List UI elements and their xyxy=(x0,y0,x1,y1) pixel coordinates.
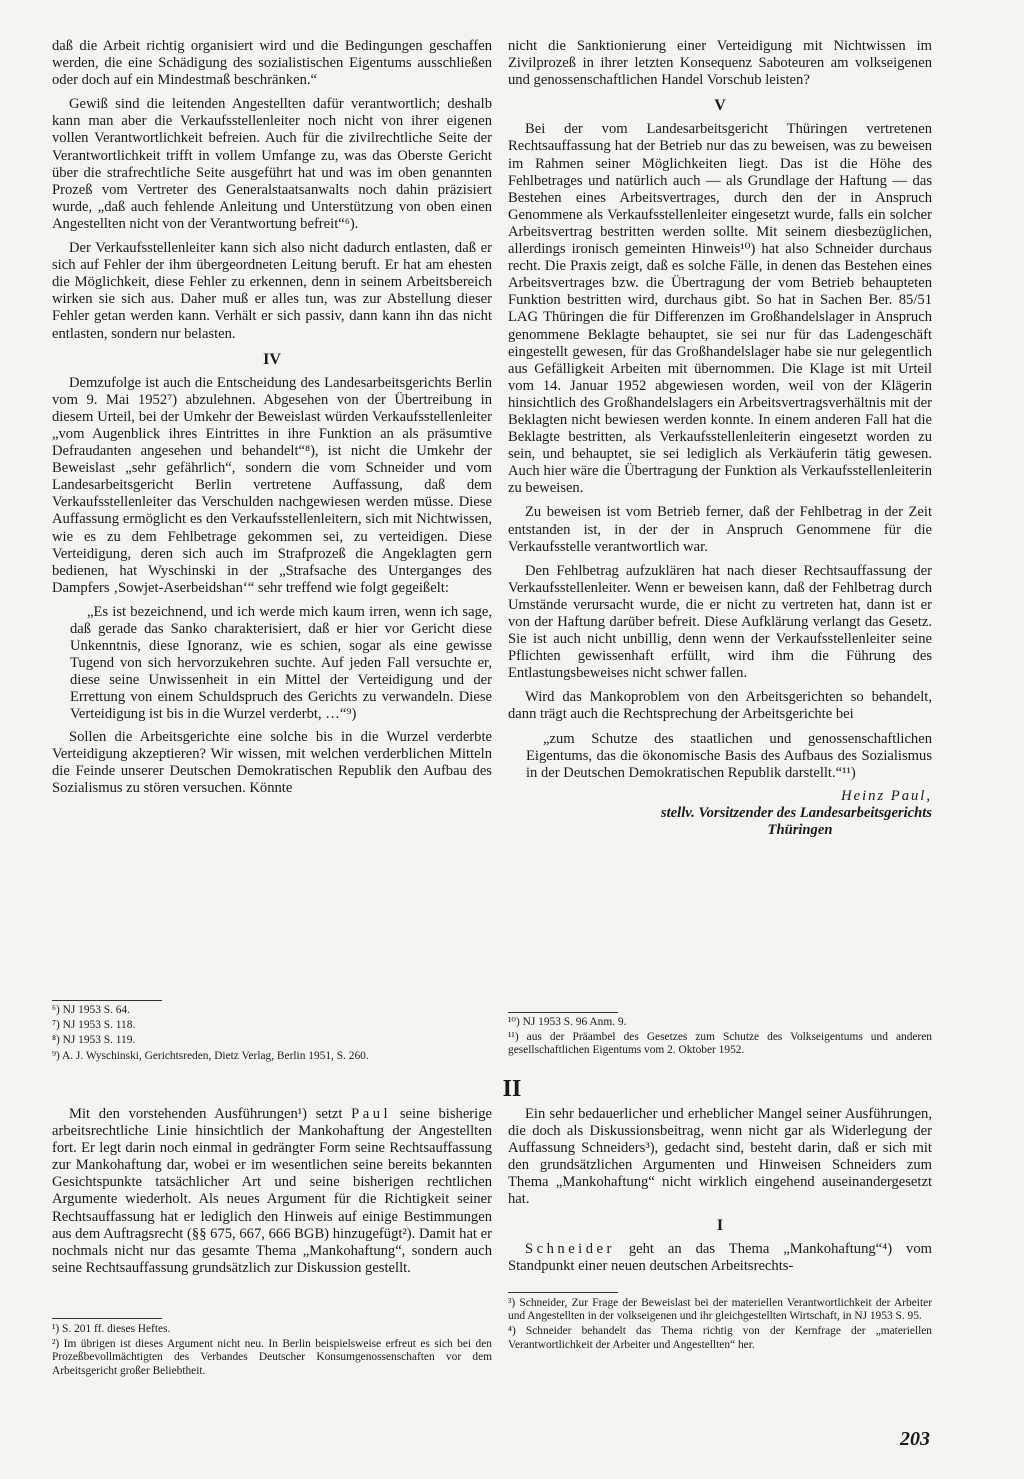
paragraph: Der Verkaufsstellenleiter kann sich also nicht dadurch entlasten, daß er sich auf Fehler der ihm übergeordneten Leitung beruft. Er hat am ehesten die Möglichkeit, diese Fehler zu erkennen, denn in seinem Arbeitsbereich wirken sie sich aus. Daher muß er alles tun, was zur Abstellung dieser Fehler getan werden kann. Verhält er sich passiv, dann kann ihn das nicht entlasten, sondern nur belasten. xyxy=(52,240,492,342)
author-name: Schneider xyxy=(525,1240,615,1257)
footnote-rule xyxy=(508,1292,618,1293)
top-left-footnotes xyxy=(52,1004,492,1065)
author-name: Paul xyxy=(351,1106,392,1122)
block-quote: „zum Schutze des staatlichen und genossenschaftlichen Eigentums, das die ökonomische Basis des Aufbaus des Sozialismus in der Deutschen Demokratischen Republik darstellt.“¹¹) xyxy=(526,730,932,781)
paragraph: nicht die Sanktionierung einer Verteidigung mit Nichtwissen im Zivilprozeß in ihrer letzten Konsequenz Saboteuren am volkseigenen und genossenschaftlichen Handel Vorschub leisten? xyxy=(508,38,932,89)
footnote: ²) Im übrigen ist dieses Argument nicht neu. In Berlin beispielsweise erfreut es sich bei den Prozeßbevollmächtigten des Verbandes Deutscher Konsumgenossenschaften vor dem Arbeitsgericht großer Beliebtheit. xyxy=(52,1338,492,1377)
paragraph: Zu beweisen ist vom Betrieb ferner, daß der Fehlbetrag in der Zeit entstanden ist, in der der in Anspruch Genommene für die Verkaufsstelle verantwortlich war. xyxy=(508,504,932,555)
paragraph xyxy=(508,1241,932,1275)
footnote-rule xyxy=(508,1012,618,1013)
page-number: 203 xyxy=(900,1428,930,1450)
section-heading-iv: IV xyxy=(263,350,281,368)
top-left-column xyxy=(52,38,492,804)
bottom-left-footnotes xyxy=(52,1323,492,1380)
footnote: ³) Schneider, Zur Frage der Beweislast bei der materiellen Verantwortlichkeit der Arbeiter und Angestellten in der volkseigenen und ihr gleichgestellten Wirtschaft, in NJ 1953 S. 95. xyxy=(508,1297,932,1323)
paragraph: Wird das Mankoproblem von den Arbeitsgerichten so behandelt, dann trägt auch die Rechtsprechung der Arbeitsgerichte bei xyxy=(508,689,932,723)
author-name: Heinz Paul, xyxy=(841,787,932,804)
top-right-column xyxy=(508,38,932,839)
paragraph: Gewiß sind die leitenden Angestellten dafür verantwortlich; deshalb kann man aber die Verkaufsstellenleiter noch nicht von ihrer eigenen vollen Verantwortlichkeit befreien. Auch für die zivilrechtliche Seite der Verantwortlichkeit trifft in vollem Umfange zu, was das Oberste Gericht über die strafrechtliche Seite ausgeführt hat und was im oben genannten Prozeß vom Vertreter des Generalstaatsanwalts noch dahin präzisiert wurde, „daß auch fehlende Anleitung und Unterstützung von oben einen Angestellten nicht von der Verantwortung befreit“⁶). xyxy=(52,96,492,232)
block-quote: „Es ist bezeichnend, und ich werde mich kaum irren, wenn ich sage, daß gerade das Sanko charakterisiert, daß er hier vor Gericht diese Unkenntnis, diese Ignoranz, wie es schien, sogar als eine gewisse Tugend von sich hervorzukehren suchte. Auf jeden Fall versuchte er, diese seine Unwissenheit in ein Mittel der Verteidigung und der Errettung von einem Schuldspruch des Gerichts zu verwandeln. Diese Verteidigung ist bis in die Wurzel verderbt, …“⁹) xyxy=(70,603,492,723)
paragraph-rest: geht an das Thema „Mankohaftung“⁴) vom Standpunkt einer neuen deutschen Arbeitsrechts- xyxy=(508,1240,932,1274)
bottom-right-column xyxy=(508,1106,932,1282)
bottom-right-footnotes xyxy=(508,1297,932,1354)
footnote: ⁷) NJ 1953 S. 118. xyxy=(52,1019,136,1032)
footnote: ¹) S. 201 ff. dieses Heftes. xyxy=(52,1323,171,1335)
footnote: ¹¹) aus der Präambel des Gesetzes zum Schutze des Volkseigentums und anderen gesellschaftlichen Eigentums vom 2. Oktober 1952. xyxy=(508,1031,932,1057)
paragraph-start: Mit den vorstehenden Ausführungen¹) setzt xyxy=(69,1106,352,1122)
footnote-rule xyxy=(52,1000,162,1001)
top-right-footnotes xyxy=(508,1016,932,1060)
section-heading-ii: II xyxy=(502,1076,522,1102)
footnote: ¹⁰) NJ 1953 S. 96 Anm. 9. xyxy=(508,1016,627,1028)
paragraph-rest: seine bisherige arbeitsrechtliche Linie hinsichtlich der Mankohaftung der Angestellten fort. Er legt darin noch einmal in gedrängter Form seine Rechtsauffassung zur Mankohaftung dar, wobei er im wesentlichen seine bereits bekannten Gesichtspunkte tatsächlicher Art und seine bisherigen rechtlichen Argumente wiederholt. Als neues Argument für die Richtigkeit seiner Rechtsauffassung hat er lediglich den Hinweis auf einige Bestimmungen aus dem Auftragsrecht (§§ 675, 667, 666 BGB) hinzugefügt²). Damit hat er nochmals nicht nur das gesamte Thema „Mankohaftung“, sondern auch seine Rechtsauffassung grundsätzlich zur Diskussion gestellt. xyxy=(52,1106,492,1276)
signature-block xyxy=(508,788,932,839)
section-heading-v: V xyxy=(714,97,726,115)
section-heading-i: I xyxy=(716,1216,724,1234)
footnote-rule xyxy=(52,1318,162,1319)
paragraph: Bei der vom Landesarbeitsgericht Thüringen vertretenen Rechtsauffassung hat der Betrieb nur das zu beweisen, was zu beweisen im Rahmen seiner Möglichkeiten liegt. Das ist die Höhe des Fehlbetrages und natürlich auch — als Grundlage der Haftung — das Bestehen eines Arbeitsvertrages, durch den der in Anspruch Genommene als Verkaufsstellenleiter eingesetzt wurde, falls ein solcher Arbeitsvertrag bestritten werden sollte. Mit seinem diesbezüglichen, allerdings ironisch gemeinten Hinweis¹⁰) hat also Schneider durchaus recht. Die Praxis zeigt, daß es solche Fälle, in denen das Bestehen eines Arbeitsvertrages bzw. die Übertragung der vom Betrieb behaupteten Funktion bestritten wird, durchaus gibt. So hat in Sachen Ber. 85/51 LAG Thüringen die für Differenzen im Großhandelslager in Anspruch genommene Beklagte behauptet, sie sei nur für das Ladengeschäft eingestellt gewesen, für das Großhandelslager habe sie nur gelegentlich aus Gefälligkeit Arbeiten mit übernommen. Die Klage ist mit Urteil vom 14. Januar 1952 abgewiesen worden, weil von der Klägerin hinsichtlich des Großhandelslagers ein Arbeitsvertragsverhältnis mit der Beklagten nicht bewiesen werden konnte. In einem anderen Fall hat die Beklagte bestritten, als Verkaufsstellenleiterin eingesetzt worden zu sein, und behauptet, sie sei lediglich als Verkäuferin tätig gewesen. Auch hier wäre die Übertragung der Funktion als Verkaufsstellenleiterin zu beweisen. xyxy=(508,121,932,497)
paragraph: daß die Arbeit richtig organisiert wird und die Bedingungen geschaffen werden, die eine Schädigung des sozialistischen Eigentums ausschließen oder doch auf ein Mindestmaß beschränken.“ xyxy=(52,38,492,89)
paragraph: Ein sehr bedauerlicher und erheblicher Mangel seiner Ausführungen, die doch als Diskussionsbeitrag, wenn nicht gar als Widerlegung der Auffassung Schneiders³), gedacht sind, besteht darin, daß er sich mit den grundsätzlichen Argumenten und Hinweisen Schneiders zum Thema „Mankohaftung“ nicht wirklich eingehend auseinandergesetzt hat. xyxy=(508,1106,932,1208)
paragraph: Sollen die Arbeitsgerichte eine solche bis in die Wurzel verderbte Verteidigung akzeptieren? Wir wissen, mit welchen verderblichen Mitteln die Feinde unserer Deutschen Demokratischen Republik den Aufbau des Sozialismus zu stören versuchen. Könnte xyxy=(52,728,492,796)
footnote: ⁶) NJ 1953 S. 64. xyxy=(52,1004,131,1016)
paragraph: Demzufolge ist auch die Entscheidung des Landesarbeitsgerichts Berlin vom 9. Mai 1952⁷) abzulehnen. Abgesehen von der Übertreibung in diesem Urteil, bei der Umkehr der Beweislast würden Verkaufsstellenleiter „vom Augenblick ihres Eintrittes in ihre Funktion an als präsumtive Defraudanten angesehen und behandelt“⁸), ist nicht die Umkehr der Beweislast „sehr gefährlich“, sondern die vom Schneider und vom Landesarbeitsgericht Berlin vertretene Auffassung, daß dem Verkaufsstellenleiter das Verschulden nachgewiesen werden müsse. Diese Auffassung ermöglicht es den Verkaufsstellenleitern, sich mit Nichtwissen, wie es zu dem Fehlbetrage gekommen sei, zu verteidigen. Diese Verteidigung, deren sich auch im Strafprozeß die Angeklagten gern bedienen, hat Wyschinski in der „Strafsache des Unterganges des Dampfers ‚Sowjet-Aserbeidshan‘“ sehr treffend wie folgt gegeißelt: xyxy=(52,374,492,596)
author-role: stellv. Vorsitzender des Landesarbeitsgerichts xyxy=(660,804,932,821)
paragraph xyxy=(52,1106,492,1277)
footnote: ⁸) NJ 1953 S. 119. xyxy=(52,1034,136,1047)
footnote: ⁹) A. J. Wyschinski, Gerichtsreden, Dietz Verlag, Berlin 1951, S. 260. xyxy=(52,1049,369,1062)
bottom-left-column xyxy=(52,1106,492,1284)
paragraph: Den Fehlbetrag aufzuklären hat nach dieser Rechtsauffassung der Verkaufsstellenleiter. Wenn er beweisen kann, daß der Fehlbetrag durch Umstände verursacht wurde, die er nicht zu vertreten hat, dann ist er von der Haftung darüber befreit. Diese Aufklärung verlangt das Gesetz. Sie ist auch nicht unbillig, denn wenn der Verkaufsstellenleiter seine Pflichten gewissenhaft erfüllt, wird ihm die Führung des Entlastungsbeweises nicht schwer fallen. xyxy=(508,562,932,682)
author-place: Thüringen xyxy=(767,822,833,839)
footnote: ⁴) Schneider behandelt das Thema richtig von der Kernfrage der „materiellen Verantwortlichkeit der Arbeiter und Angestellten“ her. xyxy=(508,1325,932,1351)
